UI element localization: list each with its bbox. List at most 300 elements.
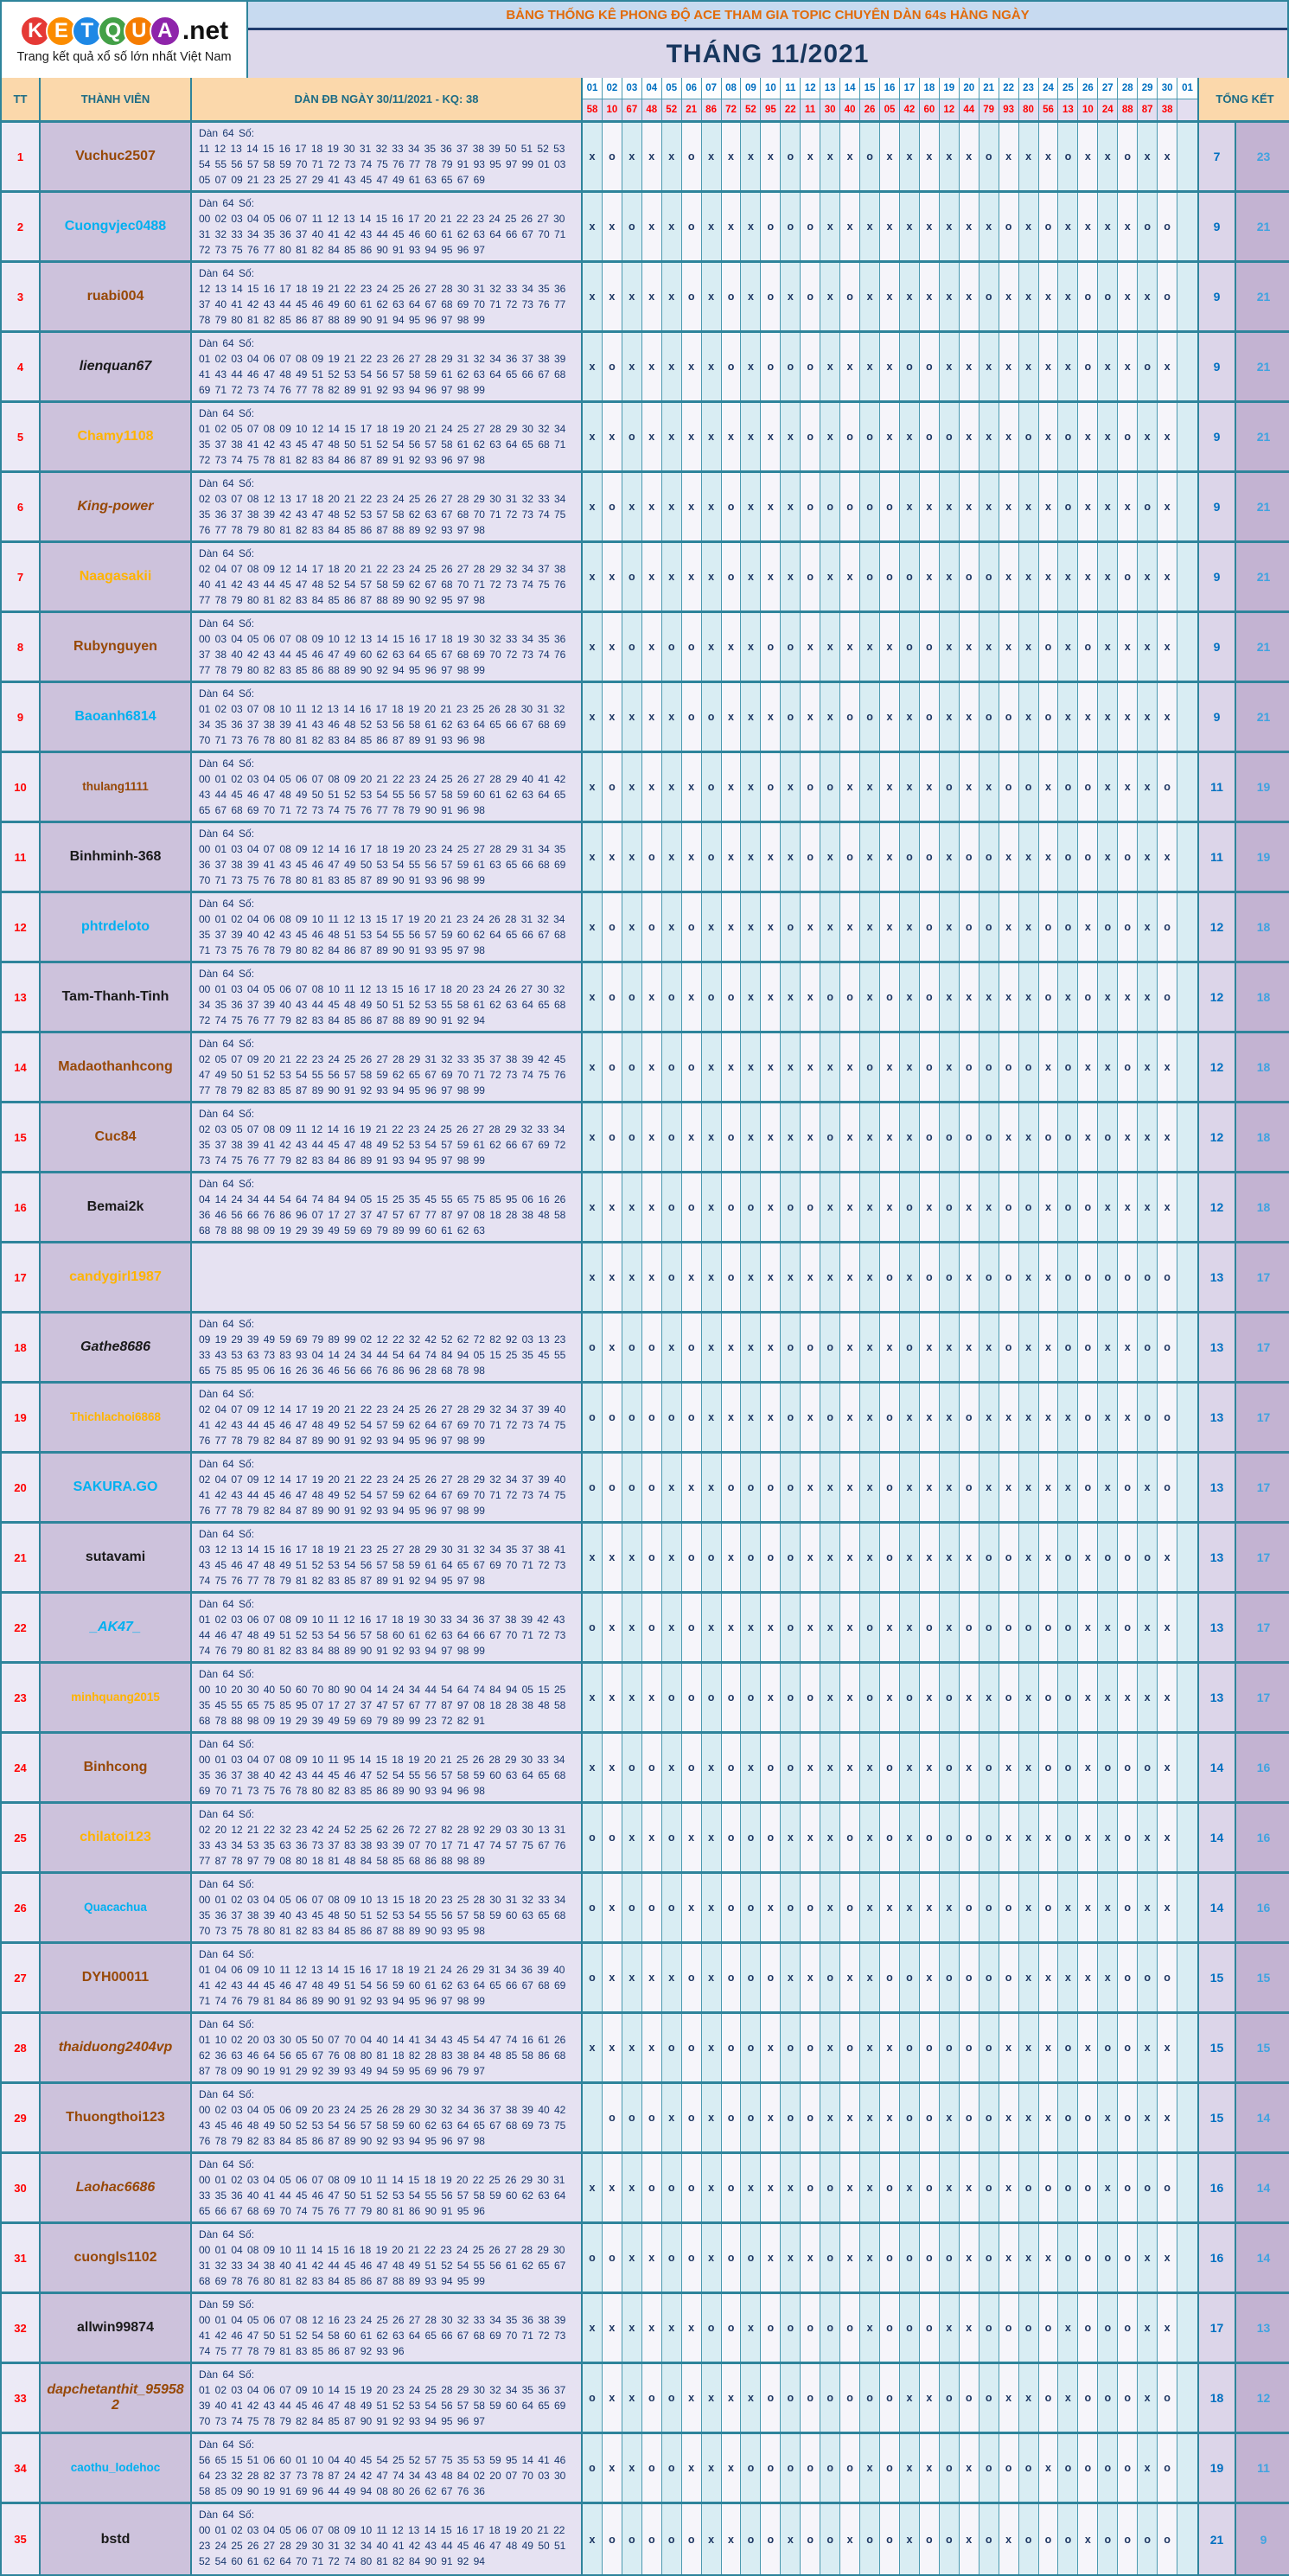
mark-cell: x <box>999 2504 1019 2574</box>
mark-cell: x <box>682 333 702 400</box>
mark-cell: o <box>781 2434 801 2502</box>
day-column <box>920 78 940 120</box>
member-numbers-cell <box>192 403 583 470</box>
mark-cell: x <box>583 1103 603 1171</box>
member-numbers-cell <box>192 1594 583 1661</box>
mark-cell: o <box>781 1874 801 1941</box>
mark-cell: o <box>781 613 801 681</box>
mark-cell <box>1177 2434 1197 2502</box>
mark-cell: x <box>900 1594 920 1661</box>
mark-cell: x <box>1098 1384 1118 1451</box>
mark-cell: o <box>603 473 622 540</box>
member-name: sutavami <box>85 1550 146 1565</box>
member-numbers-cell <box>192 1804 583 1871</box>
mark-cell: o <box>801 543 820 610</box>
total-miss-count: 14 <box>1199 1804 1236 1871</box>
table-row <box>2 753 1287 823</box>
day-number: 11 <box>781 78 800 99</box>
mark-cell: x <box>642 683 662 751</box>
mark-cell: o <box>920 2224 940 2292</box>
row-index: 1 <box>2 123 41 190</box>
total-hit-count: 14 <box>1236 2154 1289 2221</box>
mark-cell: o <box>682 2504 702 2574</box>
mark-cell: x <box>960 2224 980 2292</box>
row-index: 28 <box>2 2014 41 2081</box>
mark-cell: x <box>820 893 840 961</box>
mark-cell: x <box>1138 613 1158 681</box>
mark-cell: x <box>1078 1103 1098 1171</box>
mark-cell: o <box>840 963 860 1031</box>
mark-cell: x <box>741 123 761 190</box>
mark-cell: o <box>603 1804 622 1871</box>
mark-cell: x <box>583 263 603 330</box>
row-index: 25 <box>2 1804 41 1871</box>
mark-cell: x <box>960 1243 980 1311</box>
mark-cell: x <box>642 1103 662 1171</box>
numbers-text: 02 03 07 08 12 13 17 18 20 21 22 23 24 25 26 27 28 29 30 31 32 33 34 35 36 37 38 39 42 43 47 48 52 53 57 58 62 63 67 68 70 71 72 73 74 75 76 77 78 79 80 81 82 83 84 85 86 87 88 89 92 93 97 98 <box>199 493 566 536</box>
logo-letter-icon: T <box>72 16 103 47</box>
mark-cell: o <box>900 2084 920 2151</box>
mark-cell: x <box>781 1033 801 1101</box>
mark-cell: x <box>741 543 761 610</box>
mark-cell: x <box>583 403 603 470</box>
mark-cell: x <box>801 1944 820 2011</box>
mark-cell: o <box>583 1454 603 1521</box>
table-row <box>2 543 1287 613</box>
mark-cell: x <box>761 543 781 610</box>
mark-cell: o <box>980 2504 999 2574</box>
mark-cell: x <box>1138 1804 1158 1871</box>
mark-cell: x <box>682 2294 702 2362</box>
mark-cell: o <box>1019 1173 1039 1241</box>
mark-cell: x <box>583 333 603 400</box>
mark-cell: o <box>1098 2294 1118 2362</box>
numbers-text: 01 02 05 07 08 09 10 12 14 15 17 18 19 20 21 24 25 27 28 29 30 32 34 35 37 38 41 42 43 45 47 48 50 51 52 54 56 57 58 61 62 63 64 65 68 71 72 73 74 75 78 81 82 83 84 86 87 89 91 92 93 96 97 98 <box>199 423 566 466</box>
table-row <box>2 1454 1287 1524</box>
mark-cell: x <box>583 1734 603 1801</box>
mark-cell: x <box>1019 1103 1039 1171</box>
mark-cell: x <box>781 2154 801 2221</box>
day-result: 10 <box>1078 99 1097 120</box>
mark-cell: o <box>1118 2224 1138 2292</box>
mark-cell: x <box>840 1103 860 1171</box>
mark-cell: o <box>920 683 940 751</box>
mark-cell: o <box>781 1734 801 1801</box>
mark-cell: x <box>722 823 742 891</box>
day-result: 72 <box>722 99 741 120</box>
total-miss-count: 9 <box>1199 193 1236 260</box>
row-index: 12 <box>2 893 41 961</box>
total-miss-count: 13 <box>1199 1454 1236 1521</box>
mark-cell <box>1177 403 1197 470</box>
mark-cell: x <box>702 1594 722 1661</box>
daily-marks <box>583 1103 1199 1171</box>
mark-cell: o <box>820 1314 840 1381</box>
mark-cell: x <box>1098 1874 1118 1941</box>
mark-cell: x <box>960 963 980 1031</box>
mark-cell: o <box>781 1173 801 1241</box>
numbers-text: 01 02 03 06 07 08 09 10 11 12 16 17 18 19 30 33 34 36 37 38 39 42 43 44 46 47 48 49 51 52 53 54 56 57 58 60 61 62 63 64 66 67 70 71 72 73 74 76 79 80 81 82 83 84 88 89 90 91 92 93 94 97 98 99 <box>199 1614 566 1657</box>
day-column <box>980 78 999 120</box>
mark-cell: x <box>781 263 801 330</box>
mark-cell: x <box>1138 753 1158 821</box>
mark-cell: x <box>583 683 603 751</box>
day-column <box>622 78 642 120</box>
mark-cell: o <box>603 333 622 400</box>
mark-cell: x <box>622 1664 642 1731</box>
mark-cell: x <box>1138 2084 1158 2151</box>
mark-cell: o <box>1058 1033 1078 1101</box>
mark-cell: x <box>1158 1734 1177 1801</box>
mark-cell: o <box>999 1033 1019 1101</box>
mark-cell: o <box>920 2014 940 2081</box>
mark-cell: x <box>1118 613 1138 681</box>
mark-cell: x <box>980 1454 999 1521</box>
mark-cell: x <box>1138 1103 1158 1171</box>
mark-cell: o <box>1098 893 1118 961</box>
daily-marks <box>583 473 1199 540</box>
mark-cell: o <box>840 403 860 470</box>
mark-cell: o <box>900 333 920 400</box>
mark-cell: x <box>801 1454 820 1521</box>
mark-cell: x <box>1058 2364 1078 2432</box>
member-name: Baoanh6814 <box>74 709 156 725</box>
mark-cell: o <box>722 1804 742 1871</box>
mark-cell: x <box>1158 1594 1177 1661</box>
day-result: 80 <box>1019 99 1038 120</box>
mark-cell: x <box>1039 2014 1059 2081</box>
mark-cell: o <box>781 2014 801 2081</box>
mark-cell: x <box>960 1734 980 1801</box>
day-result: 48 <box>642 99 661 120</box>
mark-cell: x <box>702 613 722 681</box>
mark-cell: o <box>781 2084 801 2151</box>
mark-cell: o <box>801 1874 820 1941</box>
mark-cell: o <box>1039 1664 1059 1731</box>
mark-cell: o <box>920 1594 940 1661</box>
mark-cell: o <box>642 893 662 961</box>
mark-cell: x <box>1058 1944 1078 2011</box>
mark-cell: o <box>1039 2154 1059 2221</box>
member-numbers-cell <box>192 2504 583 2574</box>
mark-cell: o <box>1058 473 1078 540</box>
col-header-member: THÀNH VIÊN <box>41 78 192 120</box>
mark-cell: x <box>662 543 682 610</box>
mark-cell: x <box>1019 2364 1039 2432</box>
mark-cell: o <box>920 893 940 961</box>
mark-cell: x <box>741 1594 761 1661</box>
mark-cell: o <box>603 2504 622 2574</box>
row-index: 22 <box>2 1594 41 1661</box>
mark-cell: o <box>662 1664 682 1731</box>
mark-cell: o <box>603 1384 622 1451</box>
mark-cell: x <box>1098 1173 1118 1241</box>
member-name-cell <box>41 2154 192 2221</box>
day-number: 05 <box>662 78 681 99</box>
mark-cell: o <box>662 2154 682 2221</box>
mark-cell: x <box>960 2504 980 2574</box>
mark-cell: x <box>860 613 880 681</box>
row-index: 19 <box>2 1384 41 1451</box>
mark-cell: x <box>999 1454 1019 1521</box>
mark-cell: x <box>741 1734 761 1801</box>
member-name: Chamy1108 <box>77 429 154 444</box>
mark-cell: x <box>820 1524 840 1591</box>
mark-cell: x <box>1078 2504 1098 2574</box>
mark-cell: o <box>980 2014 999 2081</box>
day-result: 52 <box>662 99 681 120</box>
mark-cell: o <box>1058 1243 1078 1311</box>
mark-cell: x <box>622 2014 642 2081</box>
mark-cell: x <box>840 1454 860 1521</box>
member-name: dapchetanthit_959582 <box>47 2382 184 2413</box>
mark-cell: o <box>1039 893 1059 961</box>
mark-cell: o <box>1019 1594 1039 1661</box>
mark-cell: o <box>880 2294 900 2362</box>
mark-cell: x <box>900 473 920 540</box>
mark-cell: x <box>1039 2224 1059 2292</box>
mark-cell: x <box>583 543 603 610</box>
mark-cell: o <box>1138 473 1158 540</box>
mark-cell: o <box>622 543 642 610</box>
mark-cell: x <box>1098 333 1118 400</box>
mark-cell: o <box>682 1734 702 1801</box>
mark-cell: o <box>860 683 880 751</box>
mark-cell: o <box>880 1804 900 1871</box>
numbers-text: 02 04 07 09 12 14 17 19 20 21 22 23 24 25 26 27 28 29 32 34 37 39 40 41 42 43 44 45 46 47 48 49 52 54 57 59 62 64 67 69 70 71 72 73 74 75 76 77 78 79 82 84 87 89 90 91 92 93 94 95 96 97 98 99 <box>199 1403 566 1447</box>
mark-cell: x <box>781 1804 801 1871</box>
mark-cell: o <box>662 1173 682 1241</box>
mark-cell: x <box>840 1944 860 2011</box>
mark-cell: x <box>880 333 900 400</box>
member-name-cell <box>41 1664 192 1731</box>
mark-cell: x <box>920 753 940 821</box>
mark-cell: o <box>722 1243 742 1311</box>
day-number: 26 <box>1078 78 1097 99</box>
numbers-text: 02 04 07 08 09 12 14 17 18 20 21 22 23 24 25 26 27 28 29 32 34 37 38 40 41 42 43 44 45 47 48 52 54 57 58 59 62 67 68 70 71 72 73 74 75 76 77 78 79 80 81 82 83 84 85 86 87 88 89 90 92 95 97 98 <box>199 563 566 606</box>
member-name-cell <box>41 683 192 751</box>
mark-cell: x <box>900 2154 920 2221</box>
mark-cell: x <box>1019 893 1039 961</box>
mark-cell: x <box>583 963 603 1031</box>
mark-cell: o <box>1019 2154 1039 2221</box>
daily-marks <box>583 1314 1199 1381</box>
numbers-label: Dàn 64 Số: <box>199 1808 255 1820</box>
mark-cell: x <box>702 1804 722 1871</box>
day-number: 30 <box>1158 78 1177 99</box>
mark-cell: x <box>1019 1524 1039 1591</box>
mark-cell: o <box>820 2434 840 2502</box>
mark-cell: o <box>603 2224 622 2292</box>
mark-cell: x <box>920 193 940 260</box>
mark-cell: x <box>741 263 761 330</box>
total-miss-count: 13 <box>1199 1664 1236 1731</box>
mark-cell: o <box>920 2294 940 2362</box>
mark-cell: o <box>741 2014 761 2081</box>
mark-cell: x <box>682 403 702 470</box>
mark-cell: o <box>1078 2154 1098 2221</box>
mark-cell: x <box>741 753 761 821</box>
mark-cell: x <box>1078 1944 1098 2011</box>
daily-marks <box>583 613 1199 681</box>
member-numbers-cell <box>192 1524 583 1591</box>
mark-cell: x <box>1158 123 1177 190</box>
mark-cell: o <box>781 1594 801 1661</box>
mark-cell: x <box>1158 473 1177 540</box>
mark-cell: o <box>880 2434 900 2502</box>
mark-cell: x <box>702 263 722 330</box>
mark-cell: o <box>682 683 702 751</box>
day-column <box>999 78 1019 120</box>
mark-cell: x <box>702 2504 722 2574</box>
mark-cell: o <box>980 2434 999 2502</box>
mark-cell: o <box>920 2504 940 2574</box>
mark-cell: o <box>999 1594 1019 1661</box>
numbers-text: 01 02 03 04 06 07 09 10 14 15 19 20 23 24 25 28 29 30 32 34 35 36 37 39 40 41 42 43 44 45 46 47 48 49 51 52 53 54 56 57 58 59 60 64 65 69 70 73 74 75 78 79 82 84 85 87 90 91 92 93 94 95 96 97 <box>199 2384 566 2427</box>
mark-cell: x <box>1158 2084 1177 2151</box>
mark-cell: o <box>682 1384 702 1451</box>
mark-cell: o <box>781 193 801 260</box>
mark-cell: x <box>1158 2294 1177 2362</box>
mark-cell: x <box>801 683 820 751</box>
total-hit-count: 17 <box>1236 1524 1289 1591</box>
day-result: 87 <box>1138 99 1157 120</box>
mark-cell: x <box>1118 263 1138 330</box>
mark-cell: o <box>1058 823 1078 891</box>
mark-cell: x <box>583 1664 603 1731</box>
mark-cell: o <box>840 2364 860 2432</box>
mark-cell: x <box>999 1734 1019 1801</box>
mark-cell: x <box>1039 333 1059 400</box>
total-hit-count: 21 <box>1236 543 1289 610</box>
member-name-cell <box>41 1314 192 1381</box>
mark-cell <box>1177 123 1197 190</box>
daily-marks <box>583 2224 1199 2292</box>
mark-cell: o <box>1158 1243 1177 1311</box>
member-name-cell <box>41 1103 192 1171</box>
mark-cell: x <box>940 1454 960 1521</box>
member-name-cell <box>41 1874 192 1941</box>
day-result: 05 <box>880 99 899 120</box>
mark-cell: o <box>1058 403 1078 470</box>
mark-cell: x <box>840 1524 860 1591</box>
mark-cell: x <box>1078 473 1098 540</box>
mark-cell: x <box>840 2154 860 2221</box>
mark-cell: o <box>940 2504 960 2574</box>
mark-cell: x <box>702 473 722 540</box>
table-row <box>2 333 1287 403</box>
mark-cell: o <box>1138 1944 1158 2011</box>
mark-cell: o <box>1118 823 1138 891</box>
numbers-text: 00 01 03 04 05 06 07 08 10 11 12 13 15 16 17 18 20 23 24 26 27 30 32 34 35 36 37 39 40 43 44 45 48 49 50 51 52 53 55 58 61 62 63 64 65 68 72 74 75 76 77 79 82 83 84 85 86 87 88 89 90 91 92 94 <box>199 983 566 1026</box>
member-name: candygirl1987 <box>69 1269 162 1285</box>
mark-cell: o <box>900 2294 920 2362</box>
mark-cell: x <box>1158 613 1177 681</box>
total-miss-count: 12 <box>1199 1103 1236 1171</box>
mark-cell: x <box>820 403 840 470</box>
mark-cell: x <box>920 1664 940 1731</box>
member-name: thaiduong2404vp <box>58 2040 173 2055</box>
mark-cell: x <box>1158 1103 1177 1171</box>
daily-marks <box>583 1243 1199 1311</box>
mark-cell: x <box>801 1734 820 1801</box>
day-number: 28 <box>1118 78 1137 99</box>
mark-cell: x <box>1019 1734 1039 1801</box>
total-hit-count: 17 <box>1236 1384 1289 1451</box>
mark-cell: x <box>1039 543 1059 610</box>
mark-cell: o <box>801 2294 820 2362</box>
day-number: 09 <box>741 78 760 99</box>
day-number: 12 <box>801 78 820 99</box>
mark-cell: x <box>1019 1874 1039 1941</box>
mark-cell: x <box>722 403 742 470</box>
mark-cell: x <box>1098 2154 1118 2221</box>
mark-cell: o <box>801 2014 820 2081</box>
numbers-label: Dàn 64 Số: <box>199 1458 255 1470</box>
member-name-cell <box>41 1804 192 1871</box>
member-name: SAKURA.GO <box>73 1480 158 1495</box>
mark-cell: o <box>1019 1033 1039 1101</box>
mark-cell: o <box>1118 2364 1138 2432</box>
mark-cell: x <box>1098 613 1118 681</box>
mark-cell: x <box>940 193 960 260</box>
mark-cell: o <box>1058 1664 1078 1731</box>
table-row <box>2 263 1287 333</box>
mark-cell: o <box>1138 1314 1158 1381</box>
mark-cell: x <box>840 1033 860 1101</box>
mark-cell: x <box>1078 2014 1098 2081</box>
mark-cell: o <box>622 1314 642 1381</box>
mark-cell <box>1177 1804 1197 1871</box>
row-index: 31 <box>2 2224 41 2292</box>
mark-cell: x <box>722 1314 742 1381</box>
mark-cell: x <box>999 1384 1019 1451</box>
daily-marks <box>583 1664 1199 1731</box>
mark-cell: x <box>603 1173 622 1241</box>
mark-cell: o <box>820 1944 840 2011</box>
day-column <box>662 78 682 120</box>
mark-cell: x <box>820 333 840 400</box>
mark-cell: x <box>702 123 722 190</box>
mark-cell: x <box>920 1454 940 1521</box>
mark-cell: x <box>702 2014 722 2081</box>
mark-cell: x <box>880 1664 900 1731</box>
mark-cell: o <box>622 613 642 681</box>
mark-cell: o <box>662 2364 682 2432</box>
mark-cell: x <box>682 1454 702 1521</box>
mark-cell: x <box>1138 2224 1158 2292</box>
table-row <box>2 2224 1287 2294</box>
total-hit-count: 17 <box>1236 1454 1289 1521</box>
total-miss-count: 11 <box>1199 823 1236 891</box>
mark-cell: x <box>880 893 900 961</box>
mark-cell: x <box>1138 1033 1158 1101</box>
day-result: 86 <box>702 99 721 120</box>
mark-cell: x <box>1039 403 1059 470</box>
mark-cell: x <box>1019 1243 1039 1311</box>
table-row <box>2 2014 1287 2084</box>
mark-cell: x <box>761 1664 781 1731</box>
mark-cell: x <box>1138 263 1158 330</box>
mark-cell: o <box>1058 1804 1078 1871</box>
table-row <box>2 1243 1287 1314</box>
mark-cell: x <box>980 1384 999 1451</box>
mark-cell: o <box>880 2364 900 2432</box>
daily-marks <box>583 1033 1199 1101</box>
mark-cell: x <box>1019 1314 1039 1381</box>
day-column <box>1078 78 1098 120</box>
total-miss-count: 13 <box>1199 1243 1236 1311</box>
